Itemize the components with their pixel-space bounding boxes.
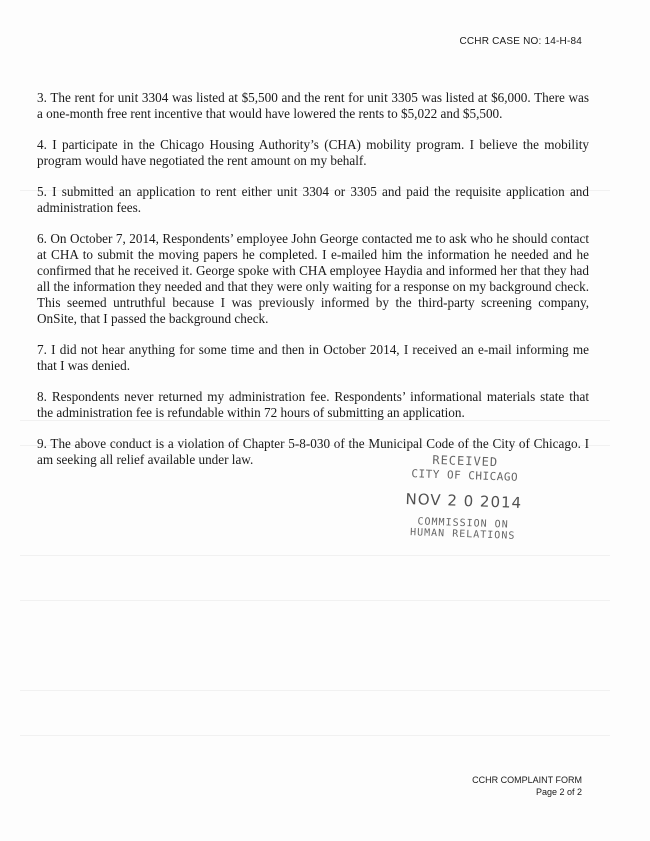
paragraph-5: 5. I submitted an application to rent either unit 3304 or 3305 and paid the requisite application and administration fees. <box>37 184 589 215</box>
paragraph-9: 9. The above conduct is a violation of Chapter 5-8-030 of the Municipal Code of the City of Chicago. I am seeking all relief available under law. <box>37 436 589 467</box>
scan-artifact <box>20 600 610 601</box>
paragraph-8: 8. Respondents never returned my administration fee. Respondents’ informational materials state that the administration fee is refundable within 72 hours of submitting an application. <box>37 389 589 420</box>
stamp-human-relations: HUMAN RELATIONS <box>409 527 516 542</box>
case-number: CCHR CASE NO: 14-H-84 <box>459 36 582 47</box>
footer-form-name: CCHR COMPLAINT FORM <box>472 775 582 785</box>
received-stamp <box>403 452 526 542</box>
stamp-received: RECEIVED <box>432 452 499 470</box>
scan-artifact <box>20 735 610 736</box>
scan-artifact <box>20 555 610 556</box>
stamp-date: NOV 2 0 2014 <box>405 489 523 513</box>
scan-artifact <box>20 690 610 691</box>
paragraph-3: 3. The rent for unit 3304 was listed at $5,500 and the rent for unit 3305 was listed at $6,000. There was a one-month free rent incentive that would have lowered the rents to $5,022 and $5,500. <box>37 90 589 121</box>
page-footer <box>472 774 582 798</box>
stamp-commission: COMMISSION ON <box>417 516 509 531</box>
footer-page-number: Page 2 of 2 <box>535 787 582 797</box>
paragraph-6: 6. On October 7, 2014, Respondents’ employee John George contacted me to ask who he should contact at CHA to submit the moving papers he completed. I e-mailed him the information he needed and he confirmed that he received it. George spoke with CHA employee Haydia and informed her that they had all the information they needed and that they were only waiting for a response on my background check. This seemed untruthful because I was previously informed by the third-party screening company, OnSite, that I passed the background check. <box>37 231 589 326</box>
stamp-city: CITY OF CHICAGO <box>411 467 519 484</box>
complaint-body <box>37 90 589 483</box>
paragraph-4: 4. I participate in the Chicago Housing Authority’s (CHA) mobility program. I believe the mobility program would have negotiated the rent amount on my behalf. <box>37 137 589 168</box>
paragraph-7: 7. I did not hear anything for some time and then in October 2014, I received an e-mail informing me that I was denied. <box>37 342 589 373</box>
